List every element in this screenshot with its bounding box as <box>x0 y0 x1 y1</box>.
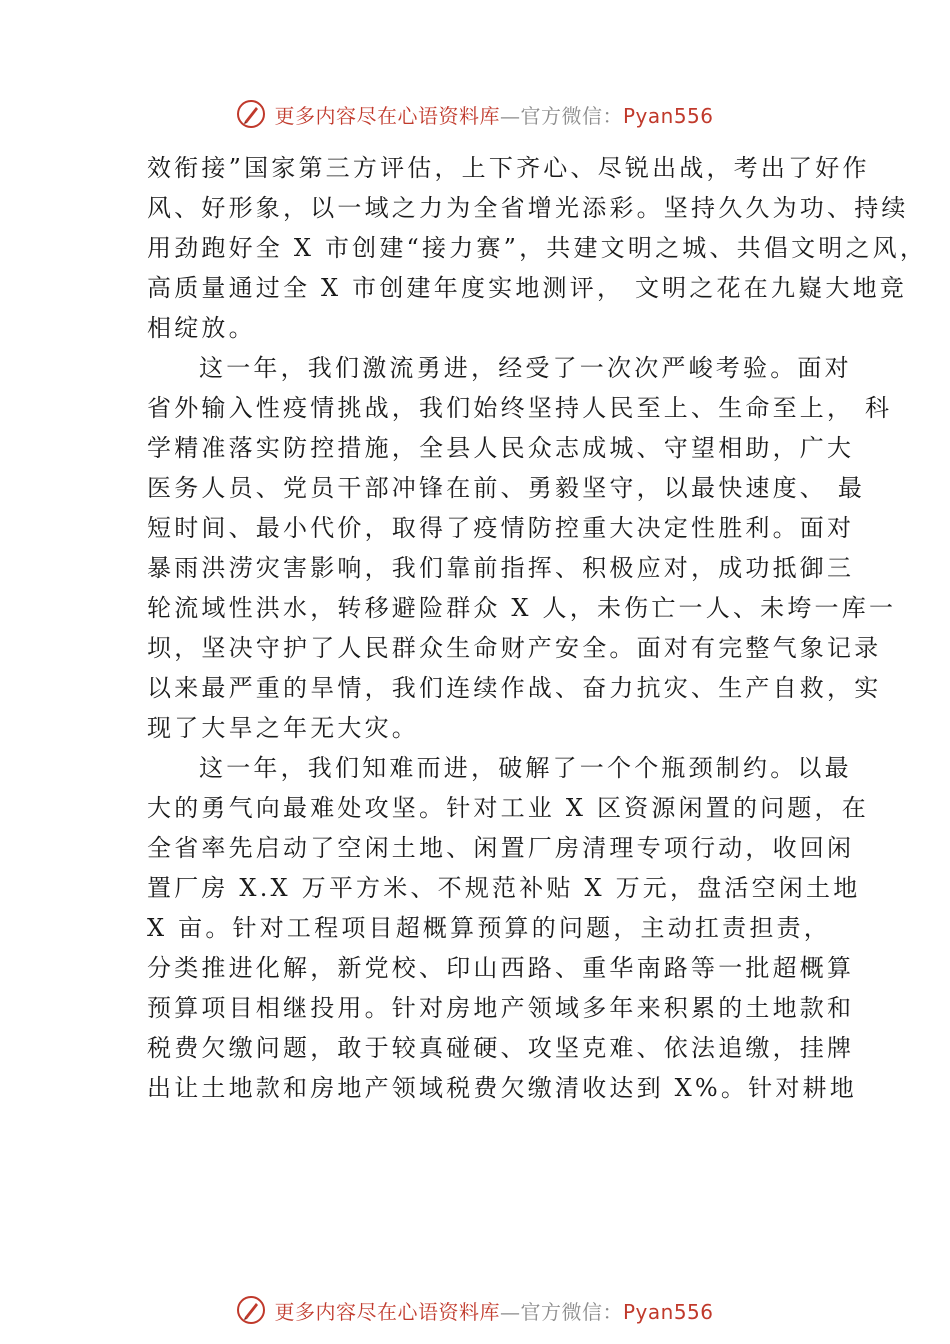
body-line: 相绽放。 <box>147 314 256 342</box>
header-wechat-id: Pyan556 <box>622 103 714 128</box>
body-line: 学精准落实防控措施，全县人民众志成城、守望相助，广大 <box>147 434 855 462</box>
body-line: 效衔接”国家第三方评估，上下齐心、尽锐出战，考出了好作 <box>147 154 870 182</box>
quill-pen-icon <box>236 1295 266 1325</box>
footer-wechat-id: Pyan556 <box>622 1299 714 1324</box>
body-line: 暴雨洪涝灾害影响，我们靠前指挥、积极应对，成功抵御三 <box>147 554 855 582</box>
header-wechat-label: 官方微信： <box>520 103 623 128</box>
body-line: 短时间、最小代价，取得了疫情防控重大决定性胜利。面对 <box>147 514 855 542</box>
body-line: 风、好形象，以一域之力为全省增光添彩。坚持久久为功、持续 <box>147 194 909 222</box>
body-line: 坝，坚决守护了人民群众生命财产安全。面对有完整气象记录 <box>147 634 882 662</box>
footer-banner-text <box>274 1296 713 1325</box>
paragraph-start-line: 这一年，我们知难而进，破解了一个个瓶颈制约。以最 <box>199 754 852 782</box>
header-site-name: 更多内容尽在心语资料库 <box>274 103 500 128</box>
body-line: 大的勇气向最难处攻坚。针对工业 X 区资源闲置的问题，在 <box>147 794 869 822</box>
footer-banner <box>0 1290 950 1330</box>
footer-wechat-label: 官方微信： <box>520 1299 623 1324</box>
body-line: 税费欠缴问题，敢于较真碰硬、攻坚克难、依法追缴，挂牌 <box>147 1034 855 1062</box>
paragraph-start-line: 这一年，我们激流勇进，经受了一次次严峻考验。面对 <box>199 354 852 382</box>
body-line: 预算项目相继投用。针对房地产领域多年来积累的土地款和 <box>147 994 855 1022</box>
quill-pen-icon <box>236 99 266 129</box>
body-line: 医务人员、党员干部冲锋在前、勇毅坚守，以最快速度、 最 <box>147 474 866 502</box>
header-banner <box>0 94 950 134</box>
body-line: 用劲跑好全 X 市创建“接力赛”，共建文明之城、共倡文明之风， <box>147 234 928 262</box>
body-line: 高质量通过全 X 市创建年度实地测评， 文明之花在九嶷大地竞 <box>147 274 907 302</box>
body-line: 以来最严重的旱情，我们连续作战、奋力抗灾、生产自救，实 <box>147 674 882 702</box>
body-line: 置厂房 X.X 万平方米、不规范补贴 X 万元，盘活空闲土地 <box>147 874 861 902</box>
footer-site-name: 更多内容尽在心语资料库 <box>274 1299 500 1324</box>
header-banner-text <box>274 100 713 129</box>
header-separator: — <box>499 103 521 128</box>
document-body <box>147 148 928 1108</box>
body-line: 全省率先启动了空闲土地、闲置厂房清理专项行动，收回闲 <box>147 834 855 862</box>
body-line: 轮流域性洪水，转移避险群众 X 人，未伤亡一人、未垮一库一 <box>147 594 897 622</box>
body-line: 现了大旱之年无大灾。 <box>147 714 419 742</box>
footer-separator: — <box>499 1299 521 1324</box>
body-line: 分类推进化解，新党校、印山西路、重华南路等一批超概算 <box>147 954 855 982</box>
body-line: 出让土地款和房地产领域税费欠缴清收达到 X%。针对耕地 <box>147 1074 857 1102</box>
body-line: X 亩。针对工程项目超概算预算的问题，主动扛责担责， <box>147 914 831 942</box>
body-line: 省外输入性疫情挑战，我们始终坚持人民至上、生命至上， 科 <box>147 394 893 422</box>
